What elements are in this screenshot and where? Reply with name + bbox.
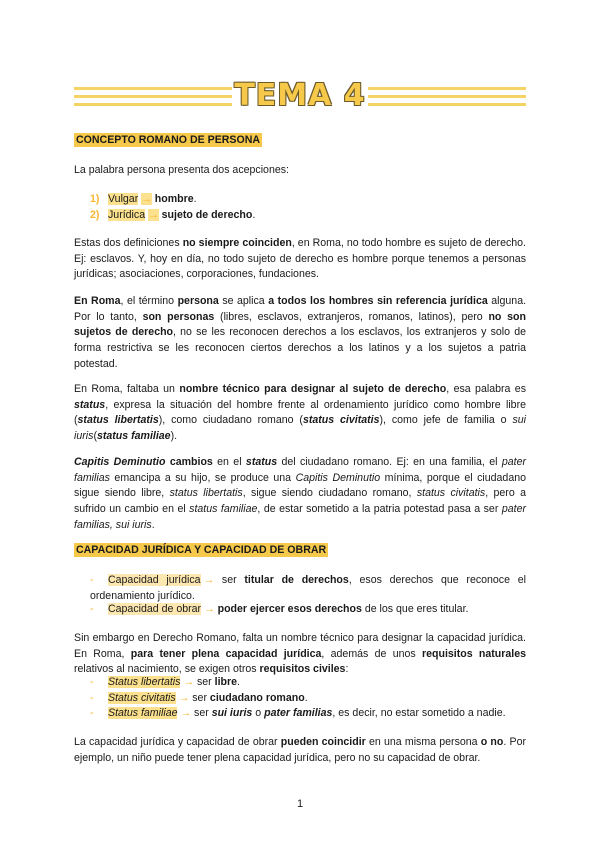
intro-paragraph: La palabra persona presenta dos acepciones: xyxy=(74,164,289,176)
list-item: - Status libertatis → ser libre. xyxy=(90,676,240,688)
list-item: 1) Vulgar → hombre. xyxy=(90,193,197,205)
page-number: 1 xyxy=(296,798,304,810)
list-item: 2) Jurídica → sujeto de derecho. xyxy=(90,209,256,221)
paragraph-en-roma: En Roma, el término persona se aplica a todos los hombres sin referencia jurídica alguna. Por lo tanto, son personas (libres, esclavos, extranjeros, romanos, latinos), pero no son sujetos de derecho, no se les reconocen derechos a los esclavos, los extranjeros y solo de forma restrictiva se les reconocen ciertos derechos a los latinos y a los sujetos a patria potestad. xyxy=(74,295,527,370)
list-item: - Status civitatis → ser ciudadano romano. xyxy=(90,692,308,704)
paragraph-status: En Roma, faltaba un nombre técnico para designar al sujeto de derecho, esa palabra es status, expresa la situación del hombre frente al ordenamiento jurídico como hombre libre (status libertatis), como ciudadano romano (status civitatis), como jefe de familia o sui iuris(status familiae). xyxy=(74,383,526,443)
list-item: - Status familiae → ser sui iuris o pater familias, es decir, no estar sometido a nadie. xyxy=(90,707,506,719)
page-title: TEMA 4 xyxy=(234,78,366,113)
section-heading-persona: CONCEPTO ROMANO DE PERSONA xyxy=(76,134,261,146)
paragraph-coincidir: La capacidad jurídica y capacidad de obrar pueden coincidir en una misma persona o no. Por ejemplo, un niño puede tener plena capacidad jurídica, pero no su capacidad de obrar. xyxy=(74,736,527,764)
paragraph-requisitos: Sin embargo en Derecho Romano, falta un nombre técnico para designar la capacidad jurídica. En Roma, para tener plena capacidad jurídica, además de unos requisitos naturales relativos al nacimiento, se exigen otros requisitos civiles: xyxy=(74,632,527,676)
list-item: - Capacidad de obrar → poder ejercer esos derechos de los que eres titular. xyxy=(90,603,469,615)
paragraph-definitions: Estas dos definiciones no siempre coinciden, en Roma, no todo hombre es sujeto de derecho. Ej: esclavos. Y, hoy en día, no todo sujeto de derecho es hombre porque tenemos a personas jurídicas; asociaciones, corporaciones, fundaciones. xyxy=(74,237,526,281)
list-item: - Capacidad jurídica → ser titular de derechos, esos derechos que reconoce el ordenamiento jurídico. xyxy=(90,574,527,602)
section-heading-capacidad: CAPACIDAD JURÍDICA Y CAPACIDAD DE OBRAR xyxy=(76,544,327,556)
paragraph-capitis-deminutio: Capitis Deminutio cambios en el status del ciudadano romano. Ej: en una familia, el pater familias emancipa a su hijo, se produce una Capitis Deminutio mínima, porque el ciudadano sigue siendo libre, status libertatis, sigue siendo ciudadano romano, status civitatis, pero a sufrido un cambio en el status familiae, de estar sometido a la patria potestad pasa a ser pater familias, sui iuris. xyxy=(74,456,526,531)
